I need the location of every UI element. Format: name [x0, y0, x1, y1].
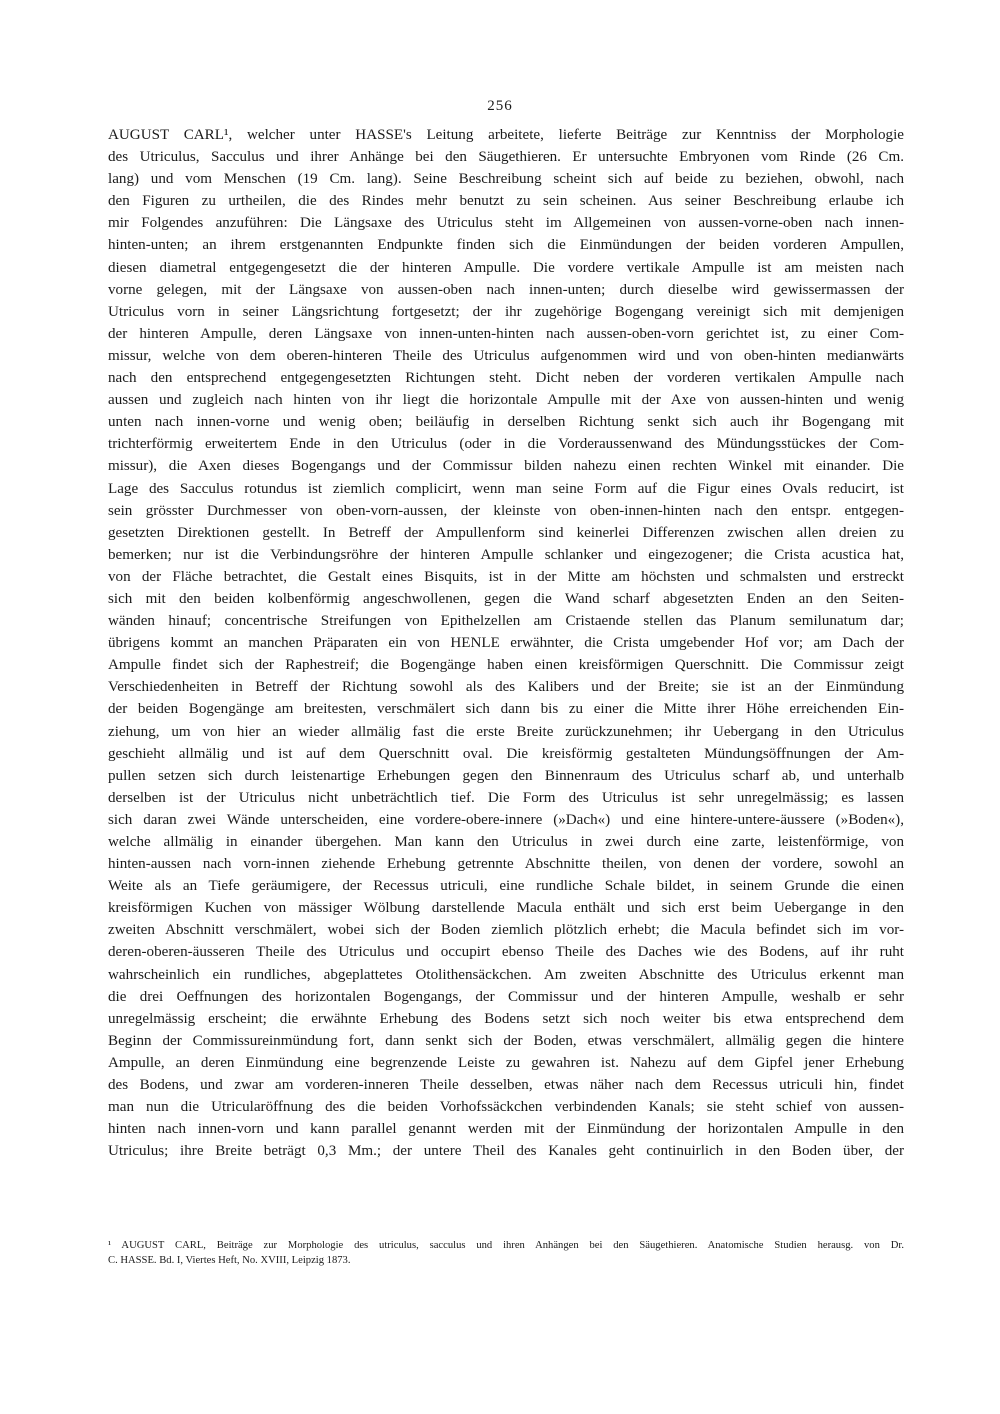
- text-line: welche allmälig in einander übergehen. Man kann den Utriculus in zwei durch eine zarte, leistenförmige, von: [108, 834, 904, 850]
- text-line: deren-oberen-äusseren Theile des Utriculus und occupirt ebenso Theile des Daches wie des Bodens, auf ihr ruht: [108, 944, 904, 961]
- text-line: [108, 1207, 904, 1229]
- text-line: unten nach innen-vorne und wenig oben; beiläufig in derselben Richtung senkt sich auch ihr Bogengang mit: [108, 414, 904, 431]
- footnote: [108, 1238, 904, 1268]
- text-line: wänden hinauf; concentrische Streifungen von Epithelzellen am Cristaende stellen das Planum semilunatum dar;: [108, 613, 904, 630]
- text-line: geschieht allmälig und ist auf dem Querschnitt oval. Die kreisförmig gestalteten Mündungsöffnungen der Am-: [108, 745, 904, 762]
- text-line: ziehung, um von hier an wieder allmälig fast die erste Breite zurückzunehmen; ihr Uebergang in den Utriculus: [108, 723, 904, 740]
- text-line: missur, welche von dem oberen-hinteren Theile des Utriculus aufgenommen wird und von oben-hinten medianwärts: [108, 347, 904, 364]
- text-line: Utriculus; ihre Breite beträgt 0,3 Mm.; der untere Theil des Kanales geht continuirlich in den Boden über, der: [108, 1143, 904, 1160]
- text-line: zweiten Abschnitt verschmälert, wobei sich der Boden ziemlich plötzlich erhebt; die Macula befindet sich im vor-: [108, 922, 904, 939]
- text-line: Weite als an Tiefe geräumigere, der Recessus utriculi, eine rundliche Schale bildet, in seinem Grunde die einen: [108, 878, 904, 895]
- text-line: diesen diametral entgegengesetzt die der hinteren Ampulle. Die vordere vertikale Ampulle ist am meisten nach: [108, 259, 904, 276]
- text-line: gesetzten Direktionen gestellt. In Betreff der Ampullenform sind keinerlei Differenzen zwischen allen dreien zu: [108, 524, 904, 541]
- text-line: die drei Oeffnungen des horizontalen Bogengangs, der Commissur und der hinteren Ampulle, weshalb er sehr: [108, 988, 904, 1005]
- text-line: sich mit den beiden kolbenförmig angeschwollenen, gegen die Wand scharf abgesetzten Enden an den Seiten-: [108, 590, 904, 607]
- text-line: trichterförmig erweitertem Ende in den Utriculus (oder in die Vorderaussenwand des Mündungsstückes der Com-: [108, 436, 904, 453]
- text-line: aussen und zugleich nach hinten von ihr liegt die horizontale Ampulle mit der Axe von aussen-hinten und wenig: [108, 392, 904, 409]
- text-line: Verschiedenheiten in Betreff der Richtung sowohl als des Kalibers und der Breite; sie ist an der Einmündung: [108, 679, 904, 696]
- text-line: unregelmässig erscheint; die erwähnte Erhebung des Bodens setzt sich noch weiter bis etwa entsprechend dem: [108, 1010, 904, 1027]
- text-line: Beginn der Commissureinmündung fort, dann senkt sich der Boden, etwas verschmälert, allmälig gegen die hintere: [108, 1032, 904, 1049]
- footnote-line: ¹ AUGUST CARL, Beiträge zur Morphologie des utriculus, sacculus und ihren Anhängen bei den Säugethieren. Anatomische Studien herausg. von Dr.: [108, 1240, 904, 1251]
- text-line: hinten nach innen-vorn und kann parallel genannt werden mit der Einmündung der horizontalen Ampulle in den: [108, 1121, 904, 1138]
- text-line: bemerken; nur ist die Verbindungsröhre der hinteren Ampulle schlanker und eingezogener; die Crista acustica hat,: [108, 546, 904, 563]
- text-line: sich daran zwei Wände unterscheiden, eine vordere-obere-innere (»Dach«) und eine hintere-untere-äussere (»Boden«),: [108, 811, 904, 828]
- text-line: des Utriculus, Sacculus und ihrer Anhänge bei den Säugethieren. Er untersuchte Embryonen vom Rinde (26 Cm.: [108, 149, 904, 166]
- text-line: hinten-unten; an ihrem erstgenannten Endpunkte finden sich die Einmündungen der beiden vorderen Ampullen,: [108, 237, 904, 254]
- text-line: mir Folgendes anzuführen: Die Längsaxe des Utriculus steht im Allgemeinen von aussen-vorne-oben nach innen-: [108, 215, 904, 232]
- text-line: missur), die Axen dieses Bogengangs und der Commissur bilden nahezu einen rechten Winkel mit einander. Die: [108, 458, 904, 475]
- text-line: Ampulle, an deren Einmündung eine begrenzende Leiste zu gewahren ist. Nahezu auf dem Gipfel jener Erhebung: [108, 1054, 904, 1071]
- text-line: Utriculus vorn in seiner Längsrichtung fortgesetzt; der ihr zugehörige Bogengang vereinigt sich mit demjenigen: [108, 303, 904, 320]
- text-line: lang) und vom Menschen (19 Cm. lang). Seine Beschreibung scheint sich auf beide zu beziehen, obwohl, nach: [108, 171, 904, 188]
- text-line: der beiden Bogengänge am breitesten, verschmälert sich dann bis zu einer die Mitte ihrer Höhe erreichenden Ein-: [108, 701, 904, 718]
- text-line: sein grösster Durchmesser von oben-vorn-aussen, der kleinste von oben-innen-hinten nach den entspr. entgegen-: [108, 502, 904, 519]
- text-line: AUGUST CARL¹, welcher unter HASSE's Leitung arbeitete, lieferte Beiträge zur Kenntniss der Morphologie: [108, 127, 904, 143]
- text-line: man nun die Utricularöffnung des die beiden Vorhofssäckchen verbindenden Kanals; sie steht schief von aussen-: [108, 1099, 904, 1116]
- footnote-line: C. HASSE. Bd. I, Viertes Heft, No. XVIII, Leipzig 1873.: [108, 1255, 351, 1266]
- text-line: übrigens kommt an manchen Präparaten ein von HENLE erwähnter, die Crista umgebender Hof vor; am Dach der: [108, 635, 904, 652]
- text-line: vorne gelegen, mit der Längsaxe von aussen-oben nach innen-unten; durch dieselbe wird gewissermassen der: [108, 281, 904, 298]
- text-line: nach den entsprechend entgegengesetzten Richtungen steht. Dicht neben der vorderen vertikalen Ampulle nach: [108, 370, 904, 387]
- text-line: pullen setzen sich durch leistenartige Erhebungen gegen den Binnenraum des Utriculus scharf ab, und unterhalb: [108, 767, 904, 784]
- text-line: Lage des Sacculus rotundus ist ziemlich complicirt, wenn man seine Form auf die Figur eines Ovals reducirt, ist: [108, 480, 904, 497]
- text-line: der hinteren Ampulle, deren Längsaxe von innen-unten-hinten nach aussen-oben-vorn gerichtet ist, zu einer Com-: [108, 325, 904, 342]
- text-line: wahrscheinlich ein rundliches, abgeplattetes Otolithensäckchen. Am zweiten Abschnitte des Utriculus erkennt man: [108, 966, 904, 983]
- text-line: des Bodens, und zwar am vorderen-inneren Theile desselben, etwas näher nach dem Recessus utriculi hin, findet: [108, 1077, 904, 1094]
- text-line: den Figuren zu urtheilen, die des Rindes mehr benutzt zu sein scheinen. Aus seiner Beschreibung erlaube ich: [108, 193, 904, 210]
- text-line: kreisförmigen Kuchen von mässiger Wölbung darstellende Macula enthält und sich erst beim Uebergange in den: [108, 900, 904, 917]
- text-line: [108, 1185, 904, 1207]
- page-number: 256: [487, 98, 513, 114]
- text-line: von der Fläche betrachtet, die Gestalt eines Bisquits, ist in der Mitte am höchsten und schmalsten und erstreckt: [108, 568, 904, 585]
- body-text: [108, 124, 904, 1229]
- text-line: [108, 1162, 904, 1184]
- text-line: derselben ist der Utriculus nicht unbeträchtlich tief. Die Form des Utriculus ist sehr unregelmässig; es lassen: [108, 789, 904, 806]
- text-line: Ampulle findet sich der Raphestreif; die Bogengänge haben einen kreisförmigen Querschnitt. Die Commissur zeigt: [108, 657, 904, 674]
- text-line: hinten-aussen nach vorn-innen ziehende Erhebung getrennte Abschnitte theilen, von denen der vordere, sowohl an: [108, 856, 904, 873]
